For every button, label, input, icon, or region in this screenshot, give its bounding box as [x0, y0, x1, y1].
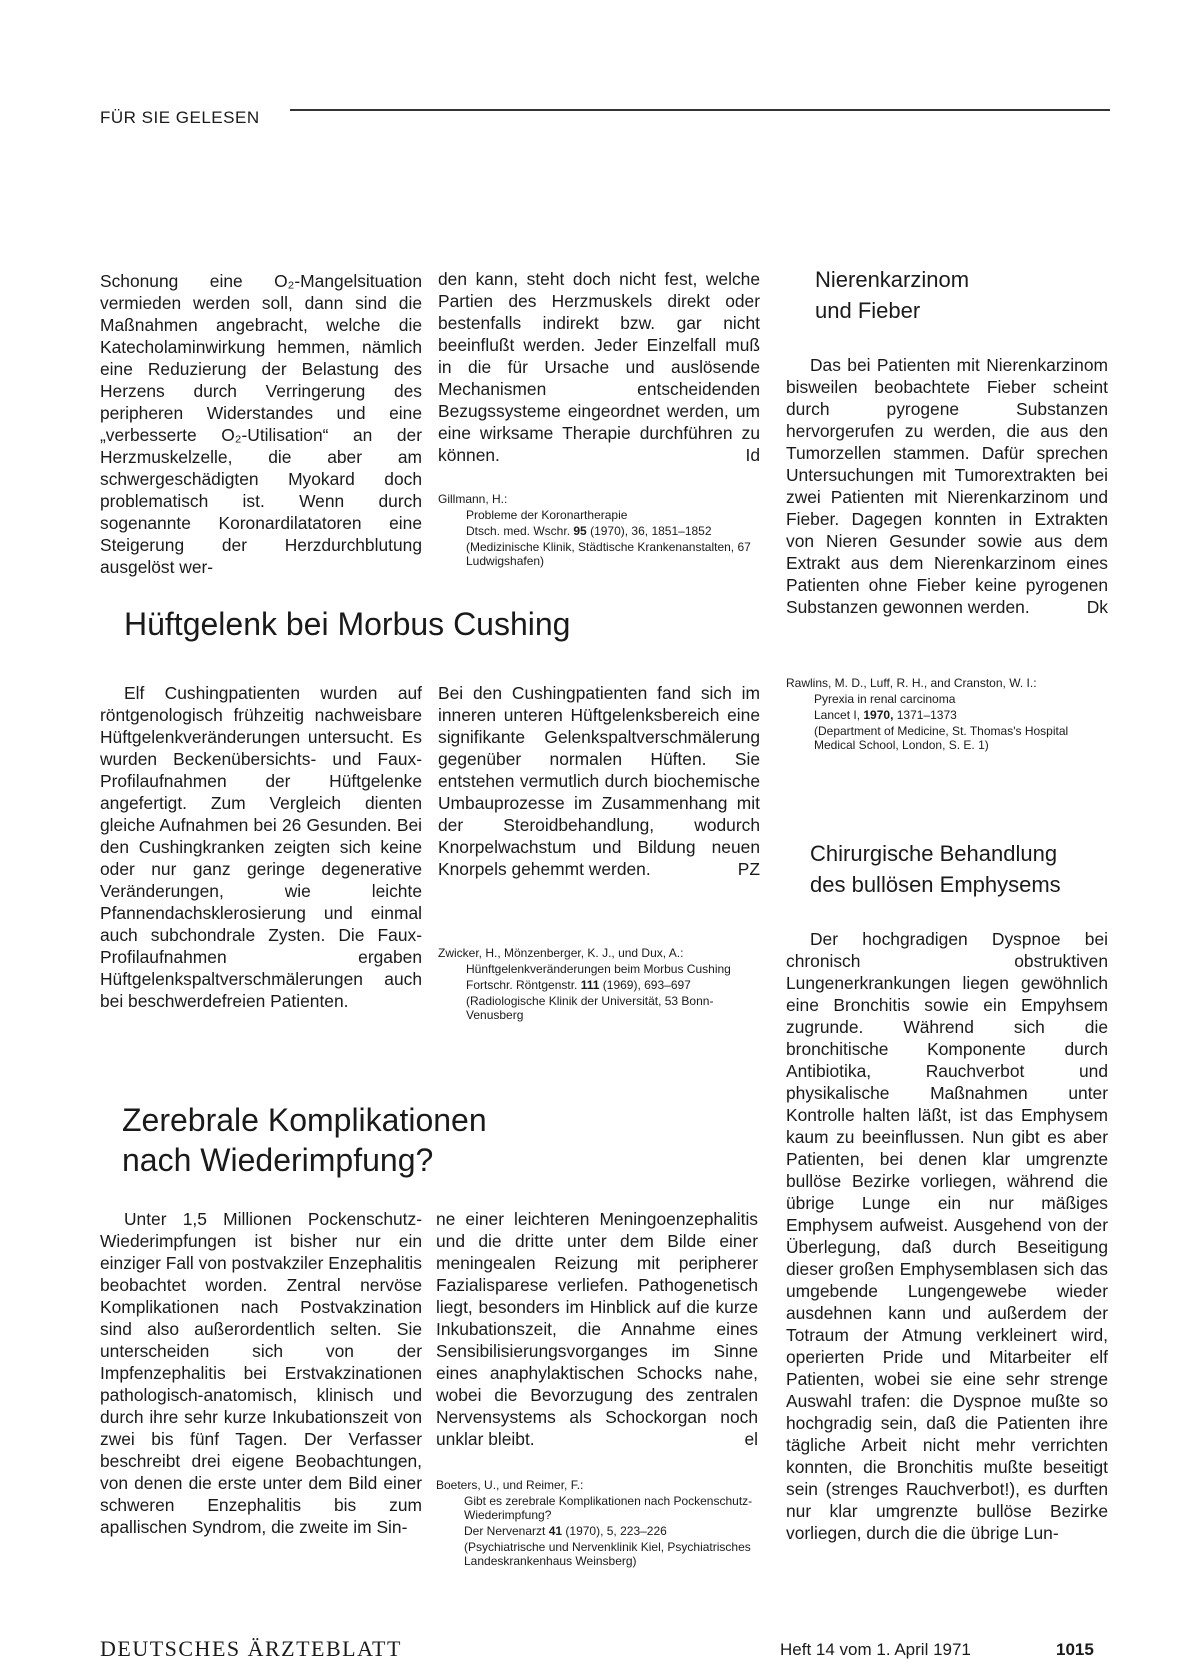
author-initials: Dk [1086, 597, 1108, 617]
author-initials: Id [745, 445, 760, 465]
citation-rawlins [786, 676, 1108, 752]
citation-affiliation: (Medizinische Klinik, Städtische Krankenanstalten, 67 Ludwigshafen) [466, 540, 751, 568]
zerebral-col2-text [436, 1208, 758, 1450]
nieren-text [786, 354, 1108, 618]
article-heading-chirurgische-behandlung: Chirurgische Behandlung des bullösen Emphysems [810, 841, 1061, 897]
paragraph: Unter 1,5 Millionen Pockenschutz-Wiederimpfungen ist bisher nur ein einziger Fall von postvakziler Enzephalitis beobachtet worden. Zentral nervöse Komplikationen nach Postvakzination sind also außerordentlich selten. Sie unterscheiden sich von der Impfenzephalitis bei Erstvakzinationen pathologisch-anatomisch, klinisch und durch ihre sehr kurze Inkubationszeit von zwei bis fünf Tagen. Der Verfasser beschreibt drei eigene Beobachtungen, von denen die erste unter dem Bild einer schweren Enzephalitis bis zum apallischen Syndrom, die zweite im Sin- [100, 1209, 422, 1537]
article-heading-nierenkarzinom: Nierenkarzinom und Fieber [815, 267, 970, 323]
citation-journal: Fortschr. Röntgenstr. 111 (1969), 693–697 [466, 978, 691, 992]
paragraph: Schonung eine O₂-Mangelsituation vermieden werden soll, dann sind die Maßnahmen angebracht, welche die Katecholaminwirkung hemmen, nämlich eine Reduzierung der Belastung des Herzens durch Verringerung des peripheren Widerstandes und eine „verbesserte O₂-Utilisation“ an der Herzmuskelzelle, die aber am schwergeschädigten Myokard doch problematisch ist. Wenn durch sogenannte Koronardilatatoren eine Steigerung der Herzdurchblutung ausgelöst wer- [100, 271, 422, 577]
hueft-col2-text [438, 682, 760, 880]
article-heading-hueftgelenk: Hüftgelenk bei Morbus Cushing [124, 606, 571, 642]
page-number: 1015 [1056, 1640, 1094, 1659]
citation-journal: Dtsch. med. Wschr. 95 (1970), 36, 1851–1852 [466, 524, 712, 538]
author-initials: el [744, 1429, 758, 1449]
citation-title: Gibt es zerebrale Komplikationen nach Pockenschutz-Wiederimpfung? [464, 1494, 753, 1522]
citation-affiliation: (Radiologische Klinik der Universität, 53 Bonn-Venusberg [466, 994, 714, 1022]
paragraph: den kann, steht doch nicht fest, welche Partien des Herzmuskels direkt oder bestenfalls indirekt bzw. gar nicht beeinflußt werden. Jeder Einzelfall muß in die für Ursache und auslösende Mechanismen entscheidenden Bezugssysteme eingeordnet werden, um eine wirksame Therapie durchführen zu können. Id [438, 269, 760, 465]
citation-affiliation: (Psychiatrische und Nervenklinik Kiel, Psychiatrisches Landeskrankenhaus Weinsberg) [464, 1540, 751, 1568]
journal-name: DEUTSCHES ÄRZTEBLATT [100, 1636, 402, 1661]
paragraph: Der hochgradigen Dyspnoe bei chronisch obstruktiven Lungenerkrankungen liegen gewöhnlich eine Bronchitis sowie ein Empyhsem zugrunde. Während sich die bronchitische Komponente durch Antibiotika, Rauchverbot und physikalische Maßnahmen unter Kontrolle halten läßt, ist das Emphysem kaum zu beeinflussen. Nun gibt es aber Patienten, bei denen klar umgrenzte bullöse Bezirke vorliegen, während die übrige Lunge ein nur mäßiges Emphysem aufweist. Ausgehend von der Überlegung, daß durch Beseitigung dieser großen Emphysemblasen sich das umgebende Lungengewebe wieder ausdehnen kann und außerdem der Totraum der Atmung verkleinert wird, operierten Pride und Mitarbeiter elf Patienten, wobei sie eine sehr strenge Auswahl trafen: die Dyspnoe mußte so hochgradig sein, daß die Patienten ihre tägliche Arbeit nicht mehr verrichten konnten, die Bronchitis mußte beseitigt sein (strenges Rauchverbot!), es durften nur klar umgrenzte bullöse Bezirke vorliegen, durch die die übrige Lun- [786, 929, 1108, 1543]
paragraph: Bei den Cushingpatienten fand sich im inneren unteren Hüftgelenksbereich eine signifikante Gelenkspaltverschmälerung gegenüber normalen Hüften. Sie entstehen vermutlich durch biochemische Umbauprozesse im Zusammenhang mit der Steroidbehandlung, wodurch Knorpelwachstum und Bildung neuen Knorpels gehemmt werden. PZ [438, 683, 760, 879]
citation-zwicker [438, 946, 760, 1022]
zerebral-col1-text [100, 1208, 422, 1538]
issue-info: Heft 14 vom 1. April 1971 [780, 1640, 971, 1659]
article-heading-zerebral: Zerebrale Komplikationen nach Wiederimpfung? [122, 1102, 487, 1178]
citation-journal: Lancet I, 1970, 1371–1373 [814, 708, 957, 722]
header-rule [290, 109, 1110, 111]
author-initials: PZ [737, 859, 760, 879]
citation-affiliation: (Department of Medicine, St. Thomas's Hospital Medical School, London, S. E. 1) [814, 724, 1069, 752]
citation-title: Probleme der Koronartherapie [466, 508, 628, 522]
chirurg-text [786, 928, 1108, 1544]
paragraph: ne einer leichteren Meningoenzephalitis und die dritte unter dem Bilde einer meningealen Reizung mit peripherer Fazialisparese verliefen. Pathogenetisch liegt, besonders im Hinblick auf die kurze Inkubationszeit, die Annahme eines Sensibilisierungsvorganges im Sinne eines anaphylaktischen Schocks nahe, wobei die Bevorzugung des zentralen Nervensystems als Schockorgan noch unklar bleibt. el [436, 1209, 758, 1449]
citation-title: Pyrexia in renal carcinoma [814, 692, 956, 706]
citation-authors: Boeters, U., und Reimer, F.: [436, 1478, 584, 1492]
citation-journal: Der Nervenarzt 41 (1970), 5, 223–226 [464, 1524, 667, 1538]
paragraph: Elf Cushingpatienten wurden auf röntgenologisch frühzeitig nachweisbare Hüftgelenkveränderungen untersucht. Es wurden Beckenübersichts- und Faux-Profilaufnahmen der Hüftgelenke angefertigt. Zum Vergleich dienten gleiche Aufnahmen bei 26 Gesunden. Bei den Cushingkranken zeigten sich keine oder nur ganz geringe degenerative Veränderungen, wie leichte Pfannendachsklerosierung und einmal auch subchondrale Zysten. Die Faux-Profilaufnahmen ergaben Hüftgelenkspaltverschmälerungen auch bei beschwerdefreien Patienten. [100, 683, 422, 1011]
citation-authors: Rawlins, M. D., Luff, R. H., and Cranston, W. I.: [786, 676, 1037, 690]
section-label: FÜR SIE GELESEN [100, 108, 260, 127]
citation-authors: Gillmann, H.: [438, 492, 508, 506]
citation-authors: Zwicker, H., Mönzenberger, K. J., und Dux, A.: [438, 946, 684, 960]
citation-gillmann [438, 492, 760, 568]
paragraph: Das bei Patienten mit Nierenkarzinom bisweilen beobachtete Fieber scheint durch pyrogene Substanzen hervorgerufen zu werden, die aus den Tumorzellen stammen. Dafür sprechen Untersuchungen mit Tumorextrakten bei zwei Patienten mit Nierenkarzinom und Fieber. Dagegen konnten in Extrakten von Nieren Gesunder sowie aus dem Extrakt aus dem Nierenkarzinom eines Patienten ohne Fieber keine pyrogenen Substanzen gewonnen werden. Dk [786, 355, 1108, 617]
col1-continued-text [100, 270, 422, 578]
citation-title: Hünftgelenkveränderungen beim Morbus Cushing [466, 962, 731, 976]
hueft-col1-text [100, 682, 422, 1012]
citation-boeters [436, 1478, 758, 1568]
col2-continued-text [438, 268, 760, 466]
